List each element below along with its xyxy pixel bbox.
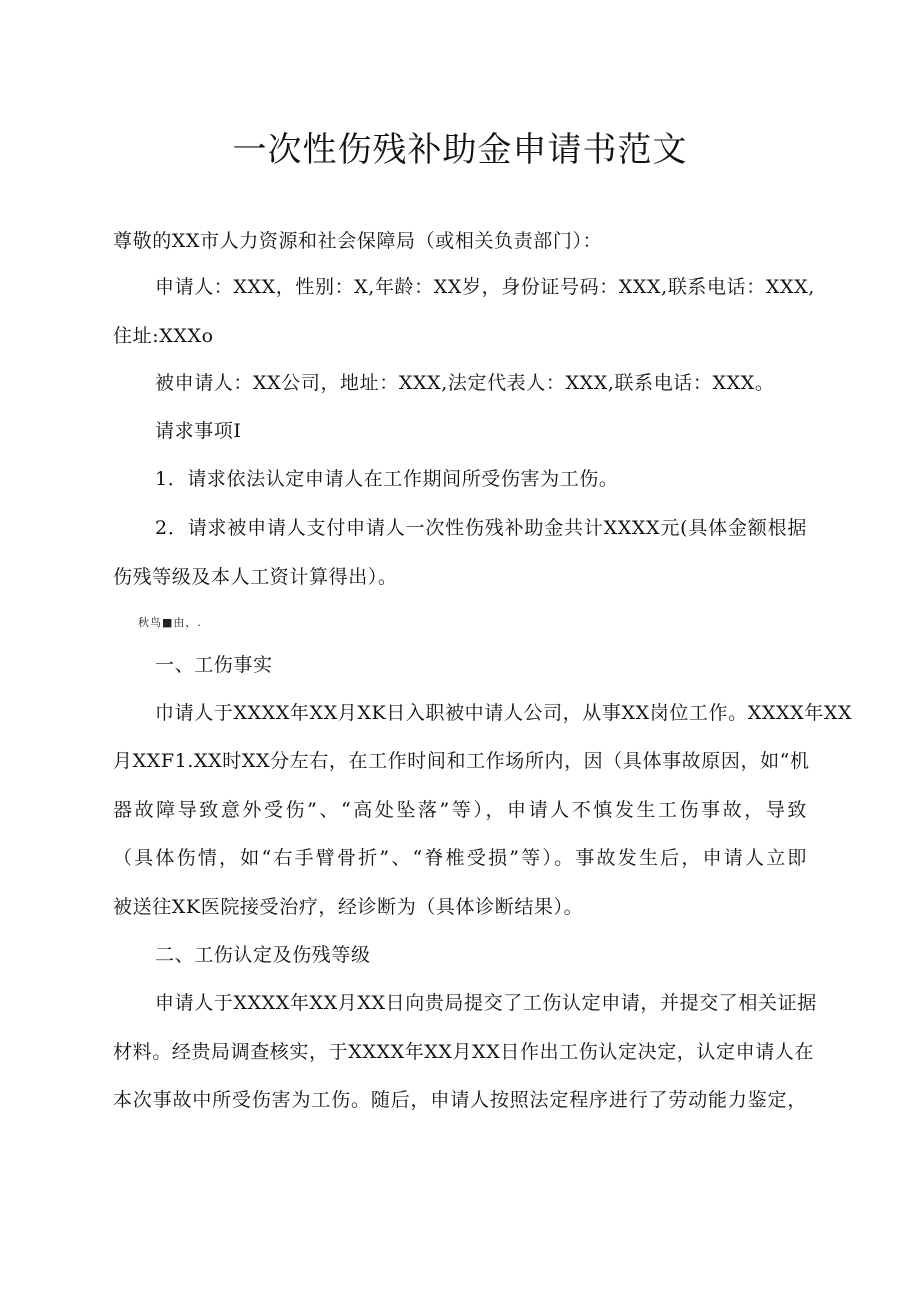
section-1-line: （具体伤情，如“右手臂骨折”、“脊椎受损”等）。事故发生后，申请人立即 [113,847,807,869]
section-2-line: 申请人于XXXX年XX月XX日向贵局提交了工伤认定申请，并提交了相关证据 [155,992,817,1014]
requests-heading: 请求事项I [155,420,242,442]
salutation: 尊敬的XX市人力资源和社会保障局（或相关负责部门）： [113,230,603,252]
applicant-info-line-2: 住址:XXXo [113,325,214,347]
respondent-info: 被申请人：XX公司，地址：XXX,法定代表人：XXX,联系电话：XXX。 [155,372,775,394]
section-2-line: 本次事故中所受伤害为工伤。随后，申请人按照法定程序进行了劳动能力鉴定， [113,1089,807,1111]
section-1-line: 被送往XK医院接受治疗，经诊断为（具体诊断结果）。 [113,896,584,918]
document-title: 一次性伤残补助金申请书范文 [232,130,688,170]
section-2-heading: 二、工伤认定及伤残等级 [155,944,371,966]
section-1-line: 器故障导致意外受伤”、“高处坠落”等），申请人不慎发生工伤事故，导致 [113,799,807,821]
section-1-line: 月XXF1.XX时XX分左右，在工作时间和工作场所内，因（具体事故原因，如“机 [113,750,810,772]
applicant-info-line-1: 申请人：XXX，性别：X,年龄：XX岁，身份证号码：XXX,联系电话：XXX, [155,276,815,298]
section-2-line: 材料。经贵局调查核实，于XXXX年XX月XX日作出工伤认定决定，认定申请人在 [113,1041,815,1063]
section-1-line: 巾请人于XXXX年XX月XK日入职被中请人公司，从事XX岗位工作。XXXX年XX [155,702,853,724]
request-item-2-line-1: 2．请求被申请人支付申请人一次性伤残补助金共计XXXX元(具体金额根据 [155,517,807,539]
section-1-heading: 一、工伤事实 [155,654,273,676]
request-item-2-line-2: 伤残等级及本人工资计算得出）。 [113,566,398,588]
request-item-1: 1．请求依法认定申请人在工作期间所受伤害为工伤。 [155,468,619,490]
garbled-note: 秋鸟■由，. [138,616,202,629]
